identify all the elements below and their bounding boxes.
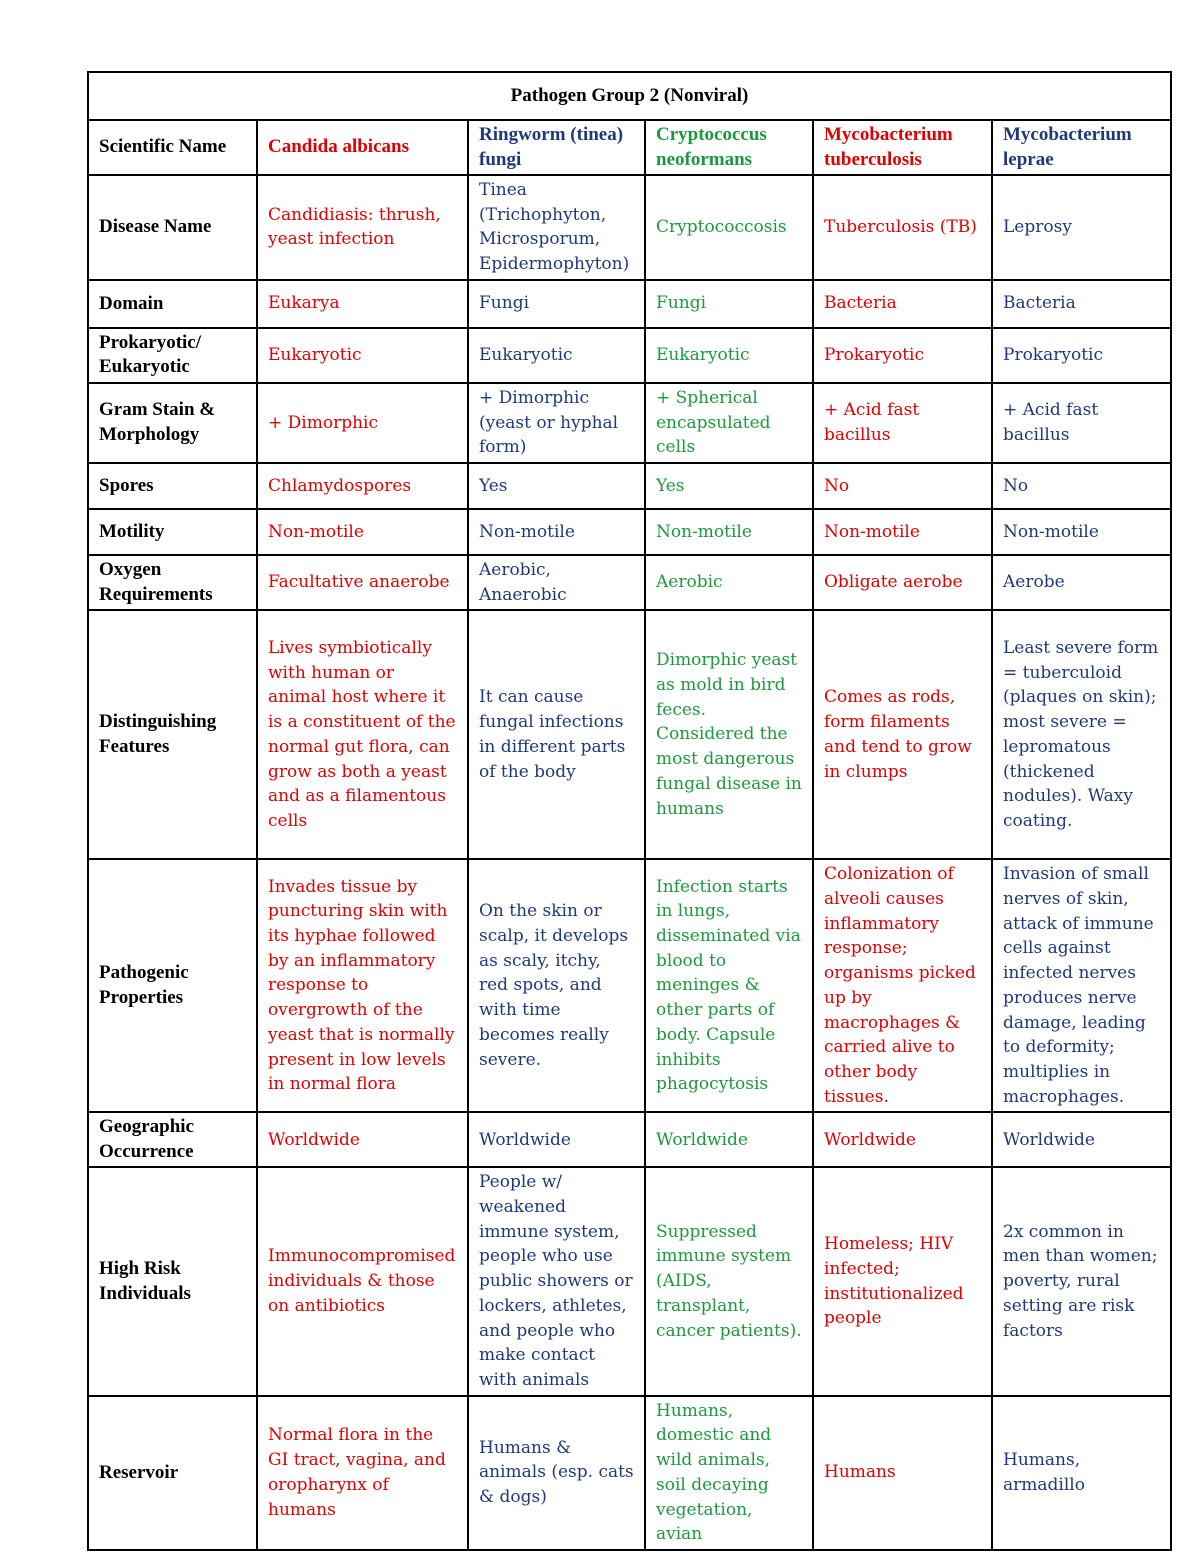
table-cell: Non-motile	[468, 509, 645, 555]
table-row	[88, 1112, 1171, 1167]
row-label: Pathogenic Properties	[88, 859, 257, 1112]
table-cell: Immunocompromised individuals & those on antibiotics	[257, 1167, 468, 1395]
organism-name-candida: Candida albicans	[257, 120, 468, 175]
table-cell: Eukaryotic	[468, 328, 645, 383]
table-cell: Candidiasis: thrush, yeast infection	[257, 175, 468, 280]
table-row	[88, 509, 1171, 555]
row-label: Prokaryotic/ Eukaryotic	[88, 328, 257, 383]
table-cell: 2x common in men than women; poverty, rural setting are risk factors	[992, 1167, 1171, 1395]
table-cell: Dimorphic yeast as mold in bird feces. Considered the most dangerous fungal disease in humans	[645, 610, 813, 859]
table-cell: Normal flora in the GI tract, vagina, and oropharynx of humans	[257, 1396, 468, 1550]
table-cell: Yes	[468, 463, 645, 509]
table-cell: Invades tissue by puncturing skin with its hyphae followed by an inflammatory response to overgrowth of the yeast that is normally present in low levels in normal flora	[257, 859, 468, 1112]
table-row	[88, 280, 1171, 328]
organism-name-m-leprae: Mycobacterium leprae	[992, 120, 1171, 175]
table-cell: Worldwide	[645, 1112, 813, 1167]
table-row	[88, 555, 1171, 610]
table-cell: + Dimorphic	[257, 383, 468, 463]
table-cell: Lives symbiotically with human or animal host where it is a constituent of the normal gut flora, can grow as both a yeast and as a filamentous cells	[257, 610, 468, 859]
table-cell: Non-motile	[813, 509, 992, 555]
table-cell: Infection starts in lungs, disseminated via blood to meninges & other parts of body. Capsule inhibits phagocytosis	[645, 859, 813, 1112]
table-cell: Worldwide	[992, 1112, 1171, 1167]
table-cell: Facultative anaerobe	[257, 555, 468, 610]
table-cell: Yes	[645, 463, 813, 509]
row-label: High Risk Individuals	[88, 1167, 257, 1395]
title-row	[88, 72, 1171, 120]
table-row	[88, 1167, 1171, 1395]
row-label: Distinguishing Features	[88, 610, 257, 859]
table-row	[88, 1396, 1171, 1550]
organism-name-ringworm: Ringworm (tinea) fungi	[468, 120, 645, 175]
table-cell: Humans, armadillo	[992, 1396, 1171, 1550]
table-cell: Leprosy	[992, 175, 1171, 280]
scientific-name-row	[88, 120, 1171, 175]
table-row	[88, 383, 1171, 463]
table-row	[88, 328, 1171, 383]
table-cell: + Spherical encapsulated cells	[645, 383, 813, 463]
table-cell: Non-motile	[992, 509, 1171, 555]
table-cell: Bacteria	[992, 280, 1171, 328]
table-cell: Humans & animals (esp. cats & dogs)	[468, 1396, 645, 1550]
table-cell: No	[992, 463, 1171, 509]
table-cell: No	[813, 463, 992, 509]
table-cell: Least severe form = tuberculoid (plaques on skin); most severe = lepromatous (thickened nodules). Waxy coating.	[992, 610, 1171, 859]
row-label: Oxygen Requirements	[88, 555, 257, 610]
table-cell: Worldwide	[813, 1112, 992, 1167]
row-label: Spores	[88, 463, 257, 509]
row-label: Domain	[88, 280, 257, 328]
table-cell: Prokaryotic	[813, 328, 992, 383]
table-cell: Aerobe	[992, 555, 1171, 610]
table-title: Pathogen Group 2 (Nonviral)	[88, 72, 1171, 120]
table-cell: Non-motile	[257, 509, 468, 555]
row-label: Disease Name	[88, 175, 257, 280]
table-cell: Eukaryotic	[645, 328, 813, 383]
table-cell: Tinea (Trichophyton, Microsporum, Epidermophyton)	[468, 175, 645, 280]
table-cell: Non-motile	[645, 509, 813, 555]
row-label-scientific-name: Scientific Name	[88, 120, 257, 175]
row-label: Reservoir	[88, 1396, 257, 1550]
table-cell: Bacteria	[813, 280, 992, 328]
table-cell: Humans	[813, 1396, 992, 1550]
table-cell: People w/ weakened immune system, people who use public showers or lockers, athletes, and people who make contact with animals	[468, 1167, 645, 1395]
table-cell: Invasion of small nerves of skin, attack of immune cells against infected nerves produces nerve damage, leading to deformity; multiplies in macrophages.	[992, 859, 1171, 1112]
table-cell: + Dimorphic (yeast or hyphal form)	[468, 383, 645, 463]
row-label: Geographic Occurrence	[88, 1112, 257, 1167]
table-cell: Chlamydospores	[257, 463, 468, 509]
table-cell: Cryptococcosis	[645, 175, 813, 280]
table-cell: Aerobic, Anaerobic	[468, 555, 645, 610]
table-cell: Aerobic	[645, 555, 813, 610]
organism-name-cryptococcus: Cryptococcus neoformans	[645, 120, 813, 175]
row-label: Gram Stain & Morphology	[88, 383, 257, 463]
row-label: Motility	[88, 509, 257, 555]
table-cell: Tuberculosis (TB)	[813, 175, 992, 280]
table-cell: Worldwide	[257, 1112, 468, 1167]
table-cell: + Acid fast bacillus	[813, 383, 992, 463]
table-row	[88, 610, 1171, 859]
table-cell: Humans, domestic and wild animals, soil decaying vegetation, avian	[645, 1396, 813, 1550]
table-cell: Suppressed immune system (AIDS, transplant, cancer patients).	[645, 1167, 813, 1395]
table-row	[88, 859, 1171, 1112]
table-cell: Eukaryotic	[257, 328, 468, 383]
table-cell: + Acid fast bacillus	[992, 383, 1171, 463]
table-cell: On the skin or scalp, it develops as scaly, itchy, red spots, and with time becomes really severe.	[468, 859, 645, 1112]
table-row	[88, 463, 1171, 509]
table-cell: Prokaryotic	[992, 328, 1171, 383]
table-cell: Worldwide	[468, 1112, 645, 1167]
table-cell: Obligate aerobe	[813, 555, 992, 610]
table-cell: Fungi	[468, 280, 645, 328]
table-cell: Colonization of alveoli causes inflammatory response; organisms picked up by macrophages & carried alive to other body tissues.	[813, 859, 992, 1112]
table-cell: Fungi	[645, 280, 813, 328]
table-cell: Eukarya	[257, 280, 468, 328]
table-cell: Comes as rods, form filaments and tend to grow in clumps	[813, 610, 992, 859]
table-cell: Homeless; HIV infected; institutionalized people	[813, 1167, 992, 1395]
table-row	[88, 175, 1171, 280]
table-cell: It can cause fungal infections in different parts of the body	[468, 610, 645, 859]
pathogen-table	[87, 71, 1172, 1551]
organism-name-m-tuberculosis: Mycobacterium tuberculosis	[813, 120, 992, 175]
